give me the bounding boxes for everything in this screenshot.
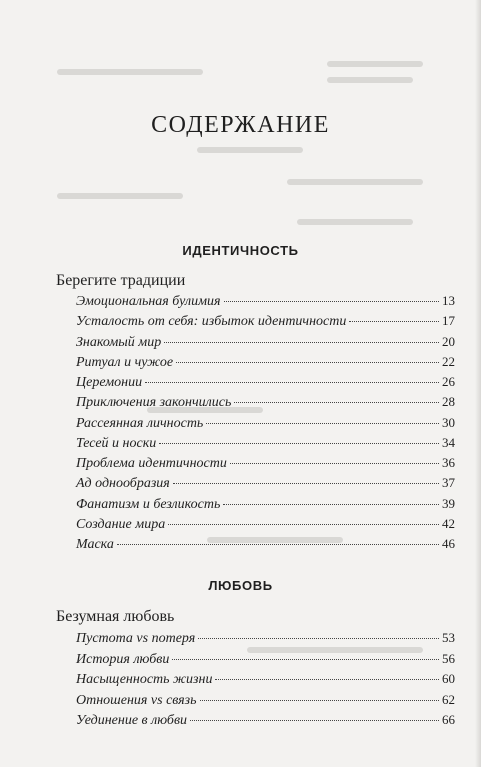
toc-entry[interactable] xyxy=(76,692,455,712)
toc-entry-title: Приключения закончились xyxy=(76,395,232,411)
dot-leader xyxy=(145,382,439,383)
dot-leader xyxy=(172,659,439,660)
toc-page-number: 28 xyxy=(442,394,455,410)
toc-entry[interactable] xyxy=(76,435,455,455)
toc-entry[interactable] xyxy=(76,415,455,435)
part-title-crazy-love: Безумная любовь xyxy=(56,608,175,625)
dot-leader xyxy=(198,638,439,639)
page-spine-shadow xyxy=(475,0,481,767)
toc-entry-title: Знакомый мир xyxy=(76,334,162,350)
toc-page-number: 13 xyxy=(442,293,455,308)
toc-page-number: 37 xyxy=(442,475,455,491)
toc-entry[interactable] xyxy=(76,455,455,475)
dot-leader xyxy=(215,679,439,680)
toc-entry-title: Насыщенность жизни xyxy=(76,672,213,687)
toc-page-number: 62 xyxy=(442,691,455,707)
toc-entry-title: Эмоциональная булимия xyxy=(76,294,221,309)
toc-page-number: 17 xyxy=(442,313,455,329)
section-title-identity: ИДЕНТИЧНОСТЬ xyxy=(182,243,299,258)
toc-entry[interactable] xyxy=(76,394,455,414)
toc-entry-title: Церемонии xyxy=(76,375,143,390)
toc-entry-title: Ритуал и чужое xyxy=(76,354,174,370)
dot-leader xyxy=(223,504,439,505)
toc-entry[interactable] xyxy=(76,712,455,732)
toc-entry-title: Тесей и носки xyxy=(76,435,157,451)
toc-page-number: 30 xyxy=(442,414,455,430)
toc-entry-title: Маска xyxy=(76,537,114,552)
dot-leader xyxy=(230,463,439,464)
toc-entry-title: История любви xyxy=(76,651,170,667)
toc-entry[interactable] xyxy=(76,374,455,394)
toc-page-number: 53 xyxy=(442,630,455,645)
dot-leader xyxy=(168,524,439,525)
toc-entry-title: Отношения vs связь xyxy=(76,692,197,708)
toc-page-number: 36 xyxy=(442,455,455,470)
toc-page-number: 22 xyxy=(442,353,455,369)
section-title-love: ЛЮБОВЬ xyxy=(208,578,273,593)
toc-entry[interactable] xyxy=(76,293,455,313)
toc-entry[interactable] xyxy=(76,671,455,691)
dot-leader xyxy=(117,544,439,545)
dot-leader xyxy=(173,483,439,484)
dot-leader xyxy=(206,423,439,424)
toc-page-number: 20 xyxy=(442,333,455,349)
toc-page-number: 39 xyxy=(442,495,455,511)
dot-leader xyxy=(159,443,439,444)
page-title: СОДЕРЖАНИЕ xyxy=(151,112,330,138)
dot-leader xyxy=(349,321,439,322)
toc-entry-title: Усталость от себя: избыток идентичности xyxy=(76,314,347,330)
toc-page-number: 66 xyxy=(442,712,455,727)
toc-entry-title: Проблема идентичности xyxy=(76,456,227,471)
toc-page-number: 42 xyxy=(442,515,455,531)
dot-leader xyxy=(224,301,439,302)
toc-entry[interactable] xyxy=(76,516,455,536)
toc-page-number: 56 xyxy=(442,650,455,666)
toc-entry[interactable] xyxy=(76,354,455,374)
dot-leader xyxy=(200,700,439,701)
toc-entry[interactable] xyxy=(76,651,455,671)
toc-entry-title: Рассеянная личность xyxy=(76,415,204,431)
dot-leader xyxy=(164,342,439,343)
toc-entry[interactable] xyxy=(76,334,455,354)
toc-page-number: 26 xyxy=(442,374,455,389)
toc-entry-title: Уединение в любви xyxy=(76,713,188,728)
toc-entry-title: Ад однообразия xyxy=(76,476,170,492)
dot-leader xyxy=(190,720,439,721)
toc-entry[interactable] xyxy=(76,313,455,333)
toc-page-number: 34 xyxy=(442,434,455,450)
toc-entry[interactable] xyxy=(76,536,455,556)
toc-entry[interactable] xyxy=(76,475,455,495)
toc-page-number: 60 xyxy=(442,671,455,686)
dot-leader xyxy=(234,402,439,403)
toc-entry[interactable] xyxy=(76,630,455,650)
dot-leader xyxy=(176,362,439,363)
toc-entry-title: Фанатизм и безликость xyxy=(76,496,221,512)
toc-entry[interactable] xyxy=(76,496,455,516)
toc-entry-title: Создание мира xyxy=(76,516,166,532)
part-title-traditions: Берегите традиции xyxy=(56,272,186,289)
toc-entry-title: Пустота vs потеря xyxy=(76,631,196,646)
toc-page-number: 46 xyxy=(442,536,455,551)
